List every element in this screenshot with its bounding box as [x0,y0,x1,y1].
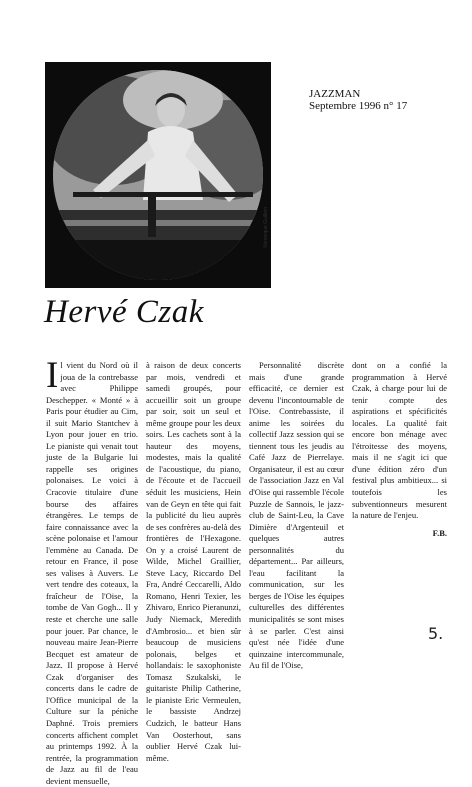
portrait-photo [45,62,271,288]
photo-credit: Véronique Guillien [263,207,269,248]
photo-scene [53,70,263,280]
issue-date: Septembre 1996 n° 17 [309,100,408,112]
porthole-photo [53,70,263,280]
article-column-1 [46,355,138,787]
author-signature: F.B. [432,527,447,538]
article-column-3 [249,360,344,672]
article-column-4 [352,360,447,539]
publication-name: JAZZMAN [309,88,361,100]
drop-cap: I [46,355,59,396]
column-2-text: à raison de deux concerts par mois, vendredi et samedi groupés, pour accueillir soit un groupe par soir, soit un seul et même groupe pour les deux soirs. Les cachets sont à la hauteur des moyens, modestes, mais la qualité de l'acoustique, du piano, de l'écoute et de l'accueil séduit les musiciens, Hein van de Geyn en tête qui fait la publicité du lieu auprès de ses confrères au-delà des frontières de l'Hexagone. On y a croisé Laurent de Wilde, Michel Graillier, Steve Lacy, Riccardo Del Fra, André Ceccarelli, Aldo Romano, Henri Texier, les Zhivaro, Enrico Pieranunzi, Judy Niemack, Meredith d'Ambrosio... et bien sûr beaucoup de musiciens polonais, belges et hollandais: le saxophoniste Tomasz Szukalski, le guitariste Philip Catherine, le pianiste Eric Vermeulen, le bassiste Andrzej Cudzich, le batteur Hans Van Oosterhout, sans oublier Hervé Czak lui-même. [146,360,241,763]
column-1-text: l vient du Nord où il joua de la contrebasse avec Philippe Deschepper. « Monté » à Paris pour étudier au Cim, il suit Mario Stantchev à Lyon pour jouer en trio. Le pianiste qui venait tout juste de la Bulgarie lui rappelle ses origines polonaises. Le voici à Cracovie titulaire d'une bourse des affaires étrangères. Le temps de faire connaissance avec la scène polonaise et l'amour l'emmène au Canada. De retour en France, il pose ses valises à Auvers. Le vert tendre des coteaux, la fraîcheur de l'Oise, la tombe de Van Gogh... Il y reste et cherche une salle pour jouer. Par chance, le nouveau maire Jean-Pierre Becquet est amateur de Jazz. Il propose à Hervé Czak d'organiser des concerts dans le cadre de l'Office municipal de la Culture sur la péniche Daphné. Trois premiers concerts affichent complet au printemps 1992. À la rentrée, la programmation de Jazz au fil de l'eau devient mensuelle, [46,360,138,786]
article-title: Hervé Czak [44,294,204,330]
article-column-2 [146,360,241,764]
column-4-text: dont on a confié la programmation à Hervé Czak, à charge pour lui de tenir compte des aspirations et spécificités locales. La qualité fait encore bon ménage avec l'étroitesse des moyens, mais il ne s'agit ici que d'une édition zéro d'un festival plus ambitieux... si toutefois les subventionneurs mesurent la nature de l'enjeu. [352,360,447,521]
column-3-text: Personnalité discrète mais d'une grande efficacité, ce dernier est devenu l'incontournable de l'Oise. Contrebassiste, il anime les soirées du collectif Jazz session qui se tiennent tous les jeudis au Café Jazz de Pierrelaye. Organisateur, il est au cœur de l'association Jazz en Val d'Oise qui rassemble l'école Puzzle de Sannois, le jazz-club de Saint-Leu, la Cave Dimière d'Argenteuil et quelques autres personnalités du département... Par ailleurs, l'eau facilitant la communication, sur les berges de l'Oise les équipes culturelles des différentes municipalités se sont mises à se parler. C'est ainsi qu'est née l'idée d'une quinzaine intercommunale, Au fil de l'Oise, [249,360,344,671]
page-number: 5. [428,624,444,643]
masthead [309,88,407,112]
